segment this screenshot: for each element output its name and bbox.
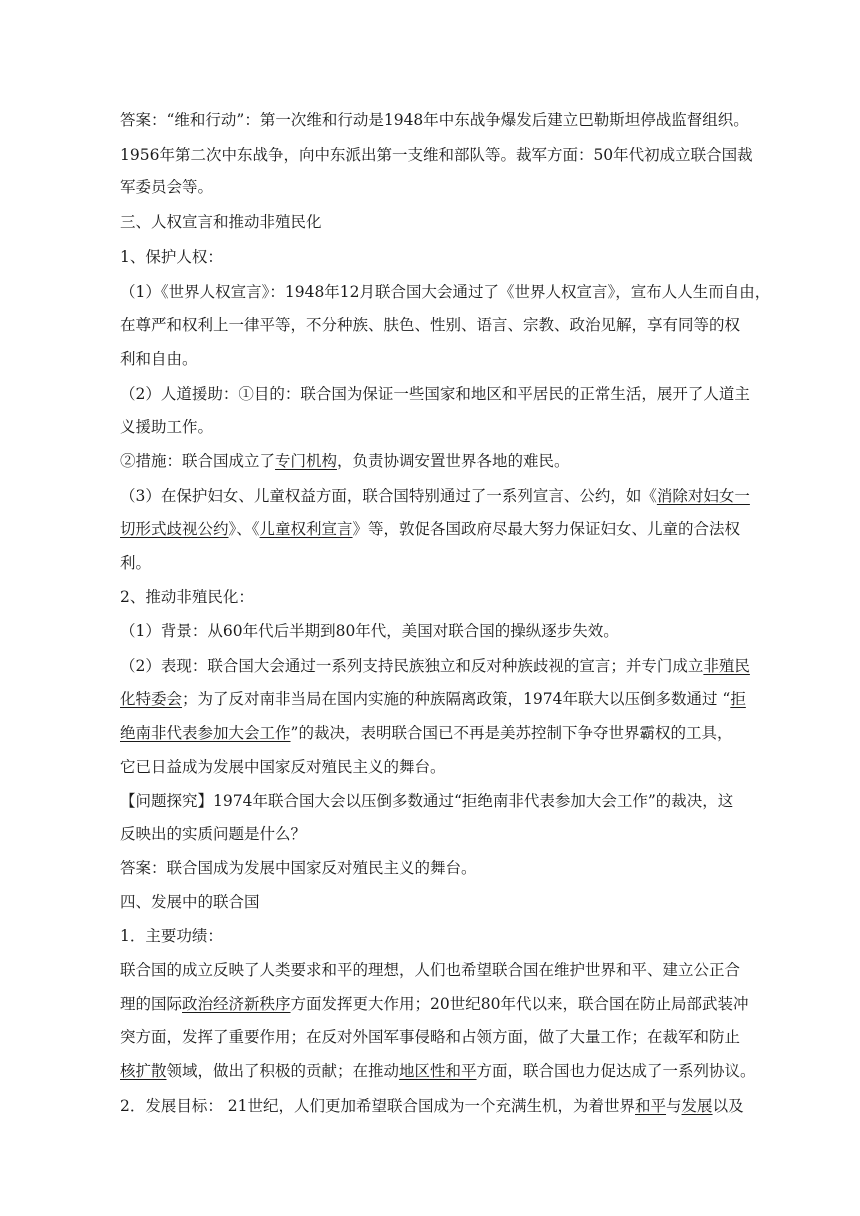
underlined-term: 核扩散 — [120, 1062, 167, 1080]
underlined-term: 儿童权利宣言 — [259, 520, 353, 538]
text-segment: 四、发展中的联合国 — [120, 893, 260, 911]
text-line — [120, 553, 151, 573]
text-line — [120, 689, 746, 709]
underlined-term: 切形式歧视公约 — [120, 520, 229, 538]
underlined-term: 和平 — [635, 1097, 667, 1115]
text-segment: （2）表现：联合国大会通过一系列支持民族独立和反对种族歧视的宣言；并专门成立 — [120, 657, 704, 675]
text-segment: （2）人道援助：①目的：联合国为保证一些国家和地区和平居民的正常生活，展开了人道主 — [120, 385, 750, 403]
text-line — [120, 723, 732, 743]
text-segment: （1）《世界人权宣言》：1948年12月联合国大会通过了《世界人权宣言》，宣布人人生而自由， — [120, 283, 771, 301]
text-line — [120, 451, 570, 471]
text-segment: 军委员会等。 — [120, 178, 214, 196]
text-segment: （1）背景：从60年代后半期到80年代，美国对联合国的操纵逐步失效。 — [120, 622, 619, 640]
underlined-term: 绝南非代表参加大会工作 — [120, 724, 291, 742]
text-line — [120, 824, 306, 844]
text-line — [120, 145, 753, 165]
text-line — [120, 486, 750, 506]
text-line — [120, 177, 213, 197]
text-line — [120, 1061, 756, 1081]
underlined-term: 专门机构 — [275, 452, 338, 470]
text-segment: 利。 — [120, 554, 152, 572]
text-line — [120, 960, 740, 980]
text-line — [120, 621, 619, 641]
text-segment: 与 — [666, 1097, 682, 1115]
underlined-term: 非殖民 — [703, 657, 750, 675]
text-segment: 》等，敦促各国政府尽最大努力保证妇女、儿童的合法权 — [352, 520, 741, 538]
text-line — [120, 349, 198, 369]
text-segment: 突方面，发挥了重要作用；在反对外国军事侵略和占领方面，做了大量工作；在裁军和防止 — [120, 1028, 741, 1046]
text-segment: （3）在保护妇女、儿童权益方面，联合国特别通过了一系列宣言、公约，如《 — [120, 487, 657, 505]
text-segment: 答案：联合国成为发展中国家反对殖民主义的舞台。 — [120, 859, 477, 877]
underlined-term: 地区性和平 — [399, 1062, 477, 1080]
text-segment: ，负责协调安置世界各地的难民。 — [337, 452, 570, 470]
text-segment: 利和自由。 — [120, 350, 198, 368]
text-segment: 答案：“维和行动”：第一次维和行动是1948年中东战争爆发后建立巴勒斯坦停战监督组织。 — [120, 111, 749, 129]
text-segment: 反映出的实质问题是什么？ — [120, 825, 307, 843]
text-segment: 【问题探究】1974年联合国大会以压倒多数通过“拒绝南非代表参加大会工作”的裁决，这 — [120, 792, 734, 810]
text-segment: ②措施：联合国成立了 — [120, 452, 276, 470]
underlined-term: 发展 — [681, 1097, 713, 1115]
section-heading — [120, 212, 322, 232]
underlined-term: 拒 — [730, 690, 746, 708]
text-segment: 1、保护人权： — [120, 248, 223, 266]
text-segment: 理的国际 — [120, 995, 183, 1013]
text-line — [120, 994, 748, 1014]
subsection-heading — [120, 247, 223, 267]
text-line — [120, 417, 213, 437]
text-line — [120, 791, 733, 811]
text-segment: 方面发挥更大作用；20世纪80年代以来，联合国在防止局部武装冲 — [290, 995, 749, 1013]
text-line — [120, 1096, 744, 1116]
text-segment: 方面，联合国也力促达成了一系列协议。 — [476, 1062, 756, 1080]
text-line — [120, 519, 740, 539]
text-segment: 义援助工作。 — [120, 418, 214, 436]
subsection-heading — [120, 587, 254, 607]
text-line — [120, 656, 750, 676]
underlined-term: 化特委会 — [120, 690, 183, 708]
text-segment: 2．发展目标： 21世纪，人们更加希望联合国成为一个充满生机，为着世界 — [120, 1097, 636, 1115]
text-segment: 2、推动非殖民化： — [120, 588, 254, 606]
text-segment: 领域，做出了积极的贡献；在推动 — [166, 1062, 400, 1080]
text-line — [120, 757, 446, 777]
text-segment: 1956年第二次中东战争，向中东派出第一支维和部队等。裁军方面：50年代初成立联合国裁 — [120, 146, 753, 164]
text-line — [120, 384, 750, 404]
text-segment: ；为了反对南非当局在国内实施的种族隔离政策，1974年联大以压倒多数通过 “ — [182, 690, 731, 708]
text-segment: 联合国的成立反映了人类要求和平的理想，人们也希望联合国在维护世界和平、建立公正合 — [120, 961, 741, 979]
text-line — [120, 315, 740, 335]
subsection-heading — [120, 926, 223, 946]
text-segment: 1．主要功绩： — [120, 927, 223, 945]
section-heading — [120, 892, 260, 912]
text-segment: 它已日益成为发展中国家反对殖民主义的舞台。 — [120, 758, 446, 776]
underlined-term: 政治经济新秩序 — [182, 995, 291, 1013]
text-line — [120, 282, 770, 302]
text-line — [120, 110, 749, 130]
text-segment: 三、人权宣言和推动非殖民化 — [120, 213, 322, 231]
text-segment: ”的裁决，表明联合国已不再是美苏控制下争夺世界霸权的工具， — [290, 724, 733, 742]
text-segment: 》、《 — [228, 520, 260, 538]
text-segment: 在尊严和权利上一律平等，不分种族、肤色、性别、语言、宗教、政治见解，享有同等的权 — [120, 316, 741, 334]
text-segment: 以及 — [712, 1097, 744, 1115]
underlined-term: 消除对妇女一 — [656, 487, 750, 505]
text-line — [120, 858, 477, 878]
text-line — [120, 1027, 740, 1047]
